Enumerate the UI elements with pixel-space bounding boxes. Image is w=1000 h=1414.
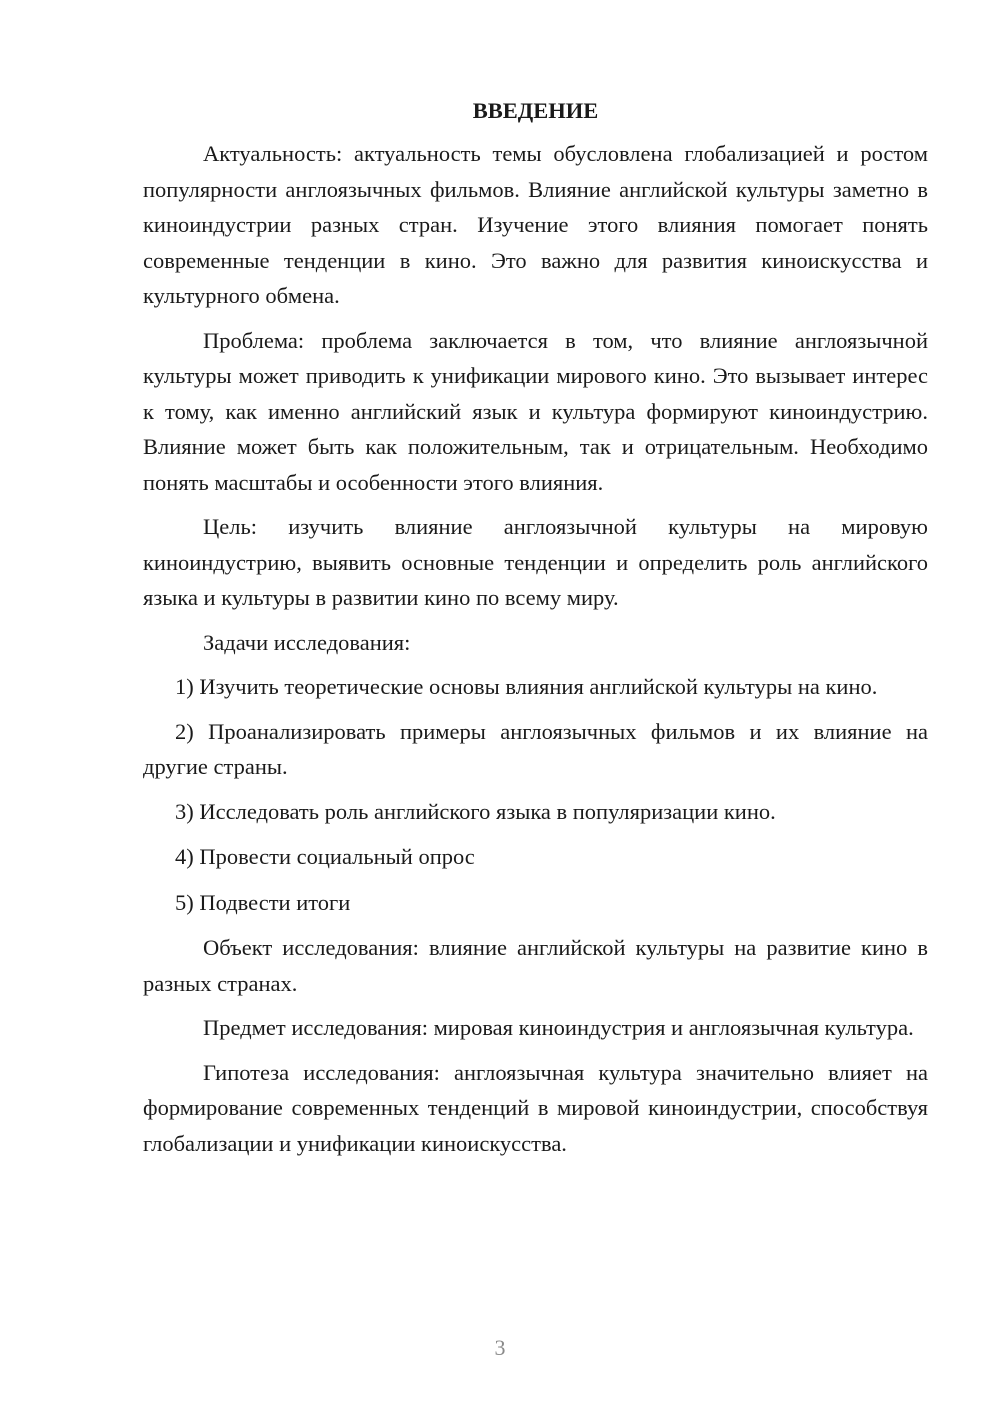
task-item-2: 2) Проанализировать примеры англоязычных фильмов и их влияние на другие страны. bbox=[143, 718, 928, 779]
object-paragraph: Объект исследования: влияние английской культуры на развитие кино в разных странах. bbox=[143, 935, 928, 996]
page-number: 3 bbox=[494, 1335, 506, 1360]
document-page bbox=[143, 96, 928, 1170]
problem-paragraph: Проблема: проблема заключается в том, что влияние англоязычной культуры может приводить к унификации мирового кино. Это вызывает интерес к тому, как именно английский язык и культура формируют киноиндустрию. Влияние может быть как положительным, так и отрицательным. Необходимо понять масштабы и особенности этого влияния. bbox=[143, 327, 928, 495]
subject-paragraph: Предмет исследования: мировая киноиндустрия и англоязычная культура. bbox=[203, 1015, 914, 1040]
goal-paragraph: Цель: изучить влияние англоязычной культуры на мировую киноиндустрию, выявить основные тенденции и определить роль английского языка и культуры в развитии кино по всему миру. bbox=[143, 514, 928, 610]
page-title: ВВЕДЕНИЕ bbox=[472, 98, 599, 123]
task-item-3: 3) Исследовать роль английского языка в популяризации кино. bbox=[175, 798, 776, 824]
task-item-4: 4) Провести социальный опрос bbox=[175, 844, 475, 869]
task-item-5: 5) Подвести итоги bbox=[175, 889, 351, 915]
task-item-1: 1) Изучить теоретические основы влияния английской культуры на кино. bbox=[175, 674, 878, 699]
tasks-heading: Задачи исследования: bbox=[203, 629, 411, 655]
relevance-paragraph: Актуальность: актуальность темы обусловлена глобализацией и ростом популярности англоязычных фильмов. Влияние английской культуры заметно в киноиндустрии разных стран. Изучение этого влияния помогает понять современные тенденции в кино. Это важно для развития киноискусства и культурного обмена. bbox=[143, 141, 928, 308]
hypothesis-paragraph: Гипотеза исследования: англоязычная культура значительно влияет на формирование современных тенденций в мировой киноиндустрии, способствуя глобализации и унификации киноискусства. bbox=[143, 1059, 928, 1156]
